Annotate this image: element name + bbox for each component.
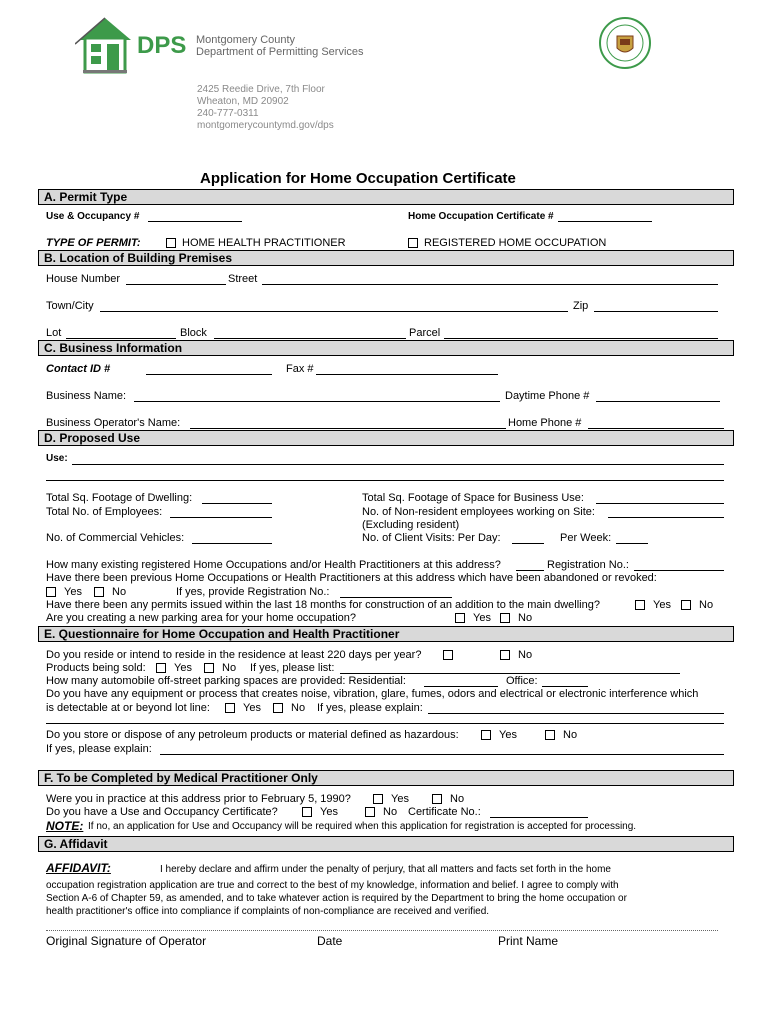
parking-question: Are you creating a new parking area for your home occupation? — [46, 612, 357, 624]
per-week-field[interactable] — [616, 543, 648, 544]
previous-no-label: No — [112, 586, 127, 598]
use-occupancy-field[interactable] — [148, 221, 242, 222]
lot-field[interactable] — [66, 338, 176, 339]
operator-name-label: Business Operator's Name: — [46, 417, 181, 429]
permits-yes-label: Yes — [653, 599, 671, 611]
nonresident-label: No. of Non-resident employees working on Site: — [362, 506, 595, 518]
products-yes-checkbox[interactable] — [156, 663, 166, 673]
equipment-no-label: No — [291, 702, 306, 714]
equipment-explain-field-2[interactable] — [46, 723, 724, 724]
use-occ-no-checkbox[interactable] — [365, 807, 375, 817]
block-field[interactable] — [214, 338, 406, 339]
use-occ-yes-checkbox[interactable] — [302, 807, 312, 817]
petroleum-no-checkbox[interactable] — [545, 730, 555, 740]
if-yes-reg-label: If yes, provide Registration No.: — [176, 586, 330, 598]
equipment-no-checkbox[interactable] — [273, 703, 283, 713]
use-occ-yes-label: Yes — [320, 806, 338, 818]
practice-yes-checkbox[interactable] — [373, 794, 383, 804]
permits-no-label: No — [699, 599, 714, 611]
town-field[interactable] — [100, 311, 568, 312]
commercial-vehicles-field[interactable] — [192, 543, 272, 544]
equipment-explain-field[interactable] — [428, 713, 724, 714]
residential-field[interactable] — [424, 686, 498, 687]
registration-no-field[interactable] — [634, 570, 724, 571]
address-line: 240-777-0311 — [197, 108, 259, 119]
affidavit-line4: health practitioner's office into compliance if complaints of non-compliance are received and verified. — [46, 906, 490, 917]
equipment-question-1: Do you have any equipment or process that creates noise, vibration, glare, fumes, odors and electrical or electronic interference which — [46, 688, 699, 700]
previous-yes-checkbox[interactable] — [46, 587, 56, 597]
affidavit-line1: I hereby declare and affirm under the penalty of perjury, that all matters and facts set forth in the home — [160, 864, 611, 875]
dps-logo — [75, 14, 135, 74]
home-health-label: HOME HEALTH PRACTITIONER — [182, 237, 346, 249]
products-no-label: No — [222, 662, 237, 674]
org-line1: Montgomery County — [196, 34, 296, 46]
use-occupancy-label: Use & Occupancy # — [46, 211, 140, 222]
existing-count-field[interactable] — [516, 570, 544, 571]
business-name-field[interactable] — [134, 401, 500, 402]
daytime-phone-label: Daytime Phone # — [505, 390, 590, 402]
signature-label: Original Signature of Operator — [46, 934, 207, 948]
note-text: If no, an application for Use and Occupancy will be required when this application for registration is accepted for processing. — [88, 821, 637, 832]
house-number-field[interactable] — [126, 284, 226, 285]
products-no-checkbox[interactable] — [204, 663, 214, 673]
dps-wordmark: DPS — [137, 32, 187, 59]
products-label: Products being sold: — [46, 662, 146, 674]
street-label: Street — [228, 273, 258, 285]
reside-no-checkbox[interactable] — [500, 650, 510, 660]
petroleum-explain-field[interactable] — [160, 754, 724, 755]
office-field[interactable] — [542, 686, 588, 687]
cert-no-label: Certificate No.: — [408, 806, 481, 818]
employees-field[interactable] — [170, 517, 272, 518]
org-line2: Department of Permitting Services — [196, 46, 364, 58]
business-name-label: Business Name: — [46, 390, 127, 402]
lot-label: Lot — [46, 327, 62, 339]
house-number-label: House Number — [46, 273, 120, 285]
section-g-header: G. Affidavit — [38, 836, 734, 852]
operator-name-field[interactable] — [190, 428, 506, 429]
print-name-label: Print Name — [498, 934, 559, 948]
equipment-yes-label: Yes — [243, 702, 261, 714]
use-field-2[interactable] — [46, 480, 724, 481]
if-yes-explain2-label: If yes, please explain: — [46, 743, 152, 755]
parking-no-checkbox[interactable] — [500, 613, 510, 623]
permits-no-checkbox[interactable] — [681, 600, 691, 610]
practice-no-checkbox[interactable] — [432, 794, 442, 804]
use-label: Use: — [46, 453, 68, 464]
use-occ-no-label: No — [383, 806, 398, 818]
zip-label: Zip — [573, 300, 589, 312]
reside-yes-checkbox[interactable] — [443, 650, 453, 660]
permits-question: Have there been any permits issued within the last 18 months for construction of an addition to the main dwelling? — [46, 599, 600, 611]
practice-no-label: No — [450, 793, 465, 805]
home-occ-cert-field[interactable] — [558, 221, 652, 222]
seal-icon — [598, 16, 652, 70]
address-line: Wheaton, MD 20902 — [197, 96, 289, 107]
products-list-field[interactable] — [340, 673, 680, 674]
reside-question: Do you reside or intend to reside in the residence at least 220 days per year? — [46, 649, 422, 661]
previous-yes-label: Yes — [64, 586, 82, 598]
section-c-header: C. Business Information — [38, 340, 734, 356]
fax-label: Fax # — [286, 363, 314, 375]
if-yes-list-label: If yes, please list: — [250, 662, 335, 674]
previous-no-checkbox[interactable] — [94, 587, 104, 597]
house-logo-icon — [75, 14, 135, 74]
petroleum-no-label: No — [563, 729, 578, 741]
address-line: montgomerycountymd.gov/dps — [197, 120, 334, 131]
signature-line[interactable] — [46, 930, 718, 931]
reside-no-label: No — [518, 649, 533, 661]
town-label: Town/City — [46, 300, 94, 312]
home-health-checkbox[interactable] — [166, 238, 176, 248]
block-label: Block — [180, 327, 207, 339]
practice-yes-label: Yes — [391, 793, 409, 805]
section-b-header: B. Location of Building Premises — [38, 250, 734, 266]
home-occ-cert-label: Home Occupation Certificate # — [408, 211, 554, 222]
contact-id-label: Contact ID # — [46, 363, 111, 375]
previous-question: Have there been previous Home Occupations or Health Practitioners at this address which have been abandoned or revoked: — [46, 572, 657, 584]
nonresident-field[interactable] — [608, 517, 724, 518]
petroleum-question: Do you store or dispose of any petroleum products or material defined as hazardous: — [46, 729, 459, 741]
date-label: Date — [317, 934, 343, 948]
sqft-dwelling-field[interactable] — [202, 503, 272, 504]
parcel-field[interactable] — [444, 338, 718, 339]
excluding-label: (Excluding resident) — [362, 519, 460, 531]
zip-field[interactable] — [594, 311, 718, 312]
section-f-header: F. To be Completed by Medical Practitioner Only — [38, 770, 734, 786]
sqft-dwelling-label: Total Sq. Footage of Dwelling: — [46, 492, 193, 504]
county-seal — [598, 16, 652, 70]
sqft-business-field[interactable] — [596, 503, 724, 504]
affidavit-line3: Section A-6 of Chapter 59, as amended, and to take whatever action is required by the Department to bring the home occupation or — [46, 893, 627, 904]
section-d-header: D. Proposed Use — [38, 430, 734, 446]
commercial-vehicles-label: No. of Commercial Vehicles: — [46, 532, 185, 544]
registered-home-label: REGISTERED HOME OCCUPATION — [424, 237, 607, 249]
parking-yes-checkbox[interactable] — [455, 613, 465, 623]
per-day-field[interactable] — [512, 543, 544, 544]
equipment-question-2: is detectable at or beyond lot line: — [46, 702, 210, 714]
if-yes-explain-label: If yes, please explain: — [317, 702, 423, 714]
parking-spaces-question: How many automobile off-street parking spaces are provided: Residential: — [46, 675, 406, 687]
client-visits-label: No. of Client Visits: Per Day: — [362, 532, 501, 544]
registration-no-label: Registration No.: — [547, 559, 629, 571]
petroleum-yes-label: Yes — [499, 729, 517, 741]
existing-question: How many existing registered Home Occupations and/or Health Practitioners at this address? — [46, 559, 501, 571]
cert-no-field[interactable] — [490, 817, 588, 818]
street-field[interactable] — [262, 284, 718, 285]
home-phone-field[interactable] — [588, 428, 724, 429]
fax-field[interactable] — [316, 374, 498, 375]
per-week-label: Per Week: — [560, 532, 612, 544]
office-label: Office: — [506, 675, 538, 687]
address-line: 2425 Reedie Drive, 7th Floor — [197, 84, 325, 95]
home-phone-label: Home Phone # — [508, 417, 582, 429]
registered-home-checkbox[interactable] — [408, 238, 418, 248]
affidavit-line2: occupation registration application are true and correct to the best of my knowledge, information and belief. I agree to comply with — [46, 880, 619, 891]
section-a-header: A. Permit Type — [38, 189, 734, 205]
parking-no-label: No — [518, 612, 533, 624]
parking-yes-label: Yes — [473, 612, 491, 624]
affidavit-label: AFFIDAVIT: — [46, 861, 111, 875]
sqft-business-label: Total Sq. Footage of Space for Business Use: — [362, 492, 584, 504]
page-title: Application for Home Occupation Certificate — [200, 170, 516, 187]
section-e-header: E. Questionnaire for Home Occupation and Health Practitioner — [38, 626, 734, 642]
equipment-yes-checkbox[interactable] — [225, 703, 235, 713]
contact-id-field[interactable] — [146, 374, 272, 375]
employees-label: Total No. of Employees: — [46, 506, 163, 518]
permits-yes-checkbox[interactable] — [635, 600, 645, 610]
products-yes-label: Yes — [174, 662, 192, 674]
if-yes-reg-field[interactable] — [340, 597, 452, 598]
note-label: NOTE: — [46, 819, 84, 833]
parcel-label: Parcel — [409, 327, 441, 339]
use-field[interactable] — [72, 464, 724, 465]
use-occ-question: Do you have a Use and Occupancy Certificate? — [46, 806, 278, 818]
practice-question: Were you in practice at this address prior to February 5, 1990? — [46, 793, 351, 805]
type-of-permit-label: TYPE OF PERMIT: — [46, 237, 141, 249]
daytime-phone-field[interactable] — [596, 401, 720, 402]
petroleum-yes-checkbox[interactable] — [481, 730, 491, 740]
